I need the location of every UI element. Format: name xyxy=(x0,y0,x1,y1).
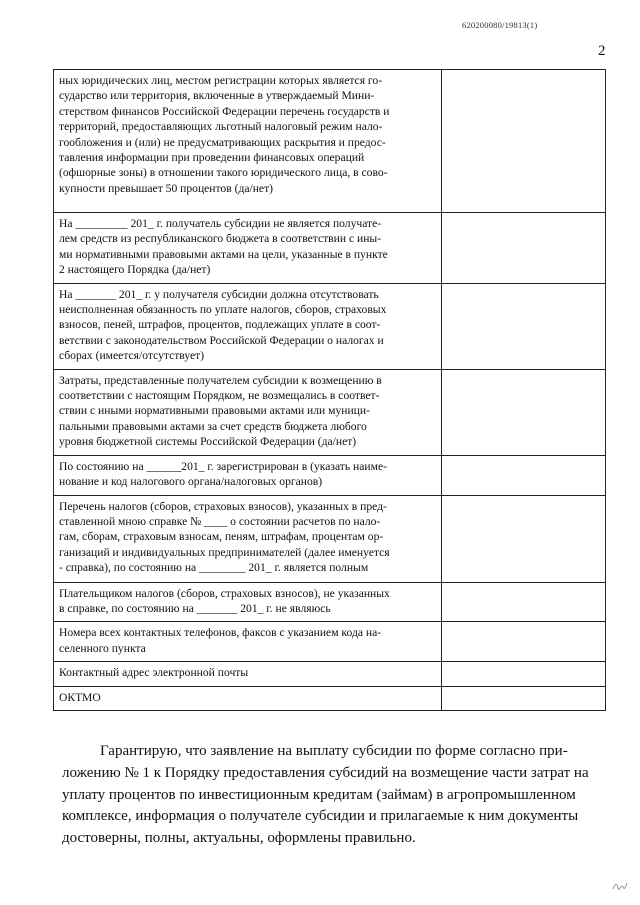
table-row xyxy=(54,70,606,213)
row-label: Номера всех контактных телефонов, факсов с указанием кода на- селенного пункта xyxy=(59,626,382,655)
row-label: Контактный адрес электронной почты xyxy=(59,666,249,680)
page-number: 2 xyxy=(598,43,606,59)
row-label-cell xyxy=(54,495,442,582)
row-value-cell[interactable] xyxy=(442,582,606,622)
guarantee-paragraph: Гарантирую, что заявление на выплату субсидии по форме согласно при- ложению № 1 к Порядку предоставления субсидий на возмещение части затрат на уплату процентов по инвестиционным кредитам (займам) в агропромышленном комплексе, информация о получателе субсидии и прилагаемые к ним документы достоверны, полны, актуальны, оформлены правильно. xyxy=(62,743,589,847)
row-label: По состоянию на ______201_ г. зарегистрирован в (указать наиме- нование и код налогового органа/налоговых органов) xyxy=(59,459,387,489)
scribble-icon xyxy=(612,880,628,892)
table-row xyxy=(54,582,606,622)
row-label: На _______ 201_ г. у получателя субсидии должна отсутствовать неисполненная обязанность по уплате налогов, сборов, страховых взносов, пеней, штрафов, процентов, подлежащих уплате в соот- ветствии с законодательством Российской Федерации о налогах и сборах (имеется/отсутствует) xyxy=(59,287,387,363)
table-row xyxy=(54,662,606,686)
row-value-cell[interactable] xyxy=(442,213,606,284)
form-table xyxy=(53,69,606,711)
table-row xyxy=(54,283,606,369)
row-label-cell xyxy=(54,662,442,686)
row-label-cell xyxy=(54,369,442,455)
row-label-cell xyxy=(54,582,442,622)
row-value-cell[interactable] xyxy=(442,495,606,582)
row-label: Перечень налогов (сборов, страховых взносов), указанных в пред- ставленной мною справке № ____ о состоянии расчетов по нало- гам, сборам, страховым взносам, пеням, штрафам, процентам ор- ганизаций и индивидуальных предпринимателей (далее именуется - справка), по состоянию на ________ 201_ г. является полным xyxy=(59,499,390,575)
row-value-cell[interactable] xyxy=(442,686,606,710)
row-label-cell xyxy=(54,622,442,662)
table-row xyxy=(54,622,606,662)
table-row xyxy=(54,369,606,455)
table-row xyxy=(54,213,606,284)
row-label-cell xyxy=(54,213,442,284)
table-row xyxy=(54,686,606,710)
row-label-cell xyxy=(54,283,442,369)
table-row xyxy=(54,455,606,495)
row-label-cell xyxy=(54,686,442,710)
handwritten-mark xyxy=(612,880,628,895)
row-label-cell xyxy=(54,70,442,213)
document-code: 620200080/19813(1) xyxy=(462,20,538,30)
row-value-cell[interactable] xyxy=(442,662,606,686)
row-label: На _________ 201_ г. получатель субсидии не является получате- лем средств из республиканского бюджета в соответствии с ины- ми нормативными правовыми актами на цели, указанные в пункте 2 настоящего Порядка (да/нет) xyxy=(59,217,388,277)
row-label: Затраты, представленные получателем субсидии к возмещению в соответствии с настоящим Порядком, не возмещались в соответ- ствии с иными нормативными правовыми актами или муници- пальными правовыми актами за счет средств бюджета любого уровня бюджетной системы Российской Федерации (да/нет) xyxy=(59,373,382,449)
row-value-cell[interactable] xyxy=(442,283,606,369)
row-label: ОКТМО xyxy=(59,690,101,704)
row-label-cell xyxy=(54,455,442,495)
table-row xyxy=(54,495,606,582)
row-label: ных юридических лиц, местом регистрации которых является го- сударство или территория, включенные в утверждаемый Мини- стерством финансов Российской Федерации перечень государств и территорий, предоставляющих льготный налоговый режим нало- гообложения и (или) не предусматривающих раскрытия и предос- тавления информации при проведении финансовых операций (офшорные зоны) в отношении такого юридического лица, в сово- купности превышает 50 процентов (да/нет) xyxy=(59,74,390,195)
row-value-cell[interactable] xyxy=(442,70,606,213)
row-value-cell[interactable] xyxy=(442,622,606,662)
row-label: Плательщиком налогов (сборов, страховых взносов), не указанных в справке, по состоянию на _______ 201_ г. не являюсь xyxy=(59,586,390,615)
row-value-cell[interactable] xyxy=(442,455,606,495)
row-value-cell[interactable] xyxy=(442,369,606,455)
